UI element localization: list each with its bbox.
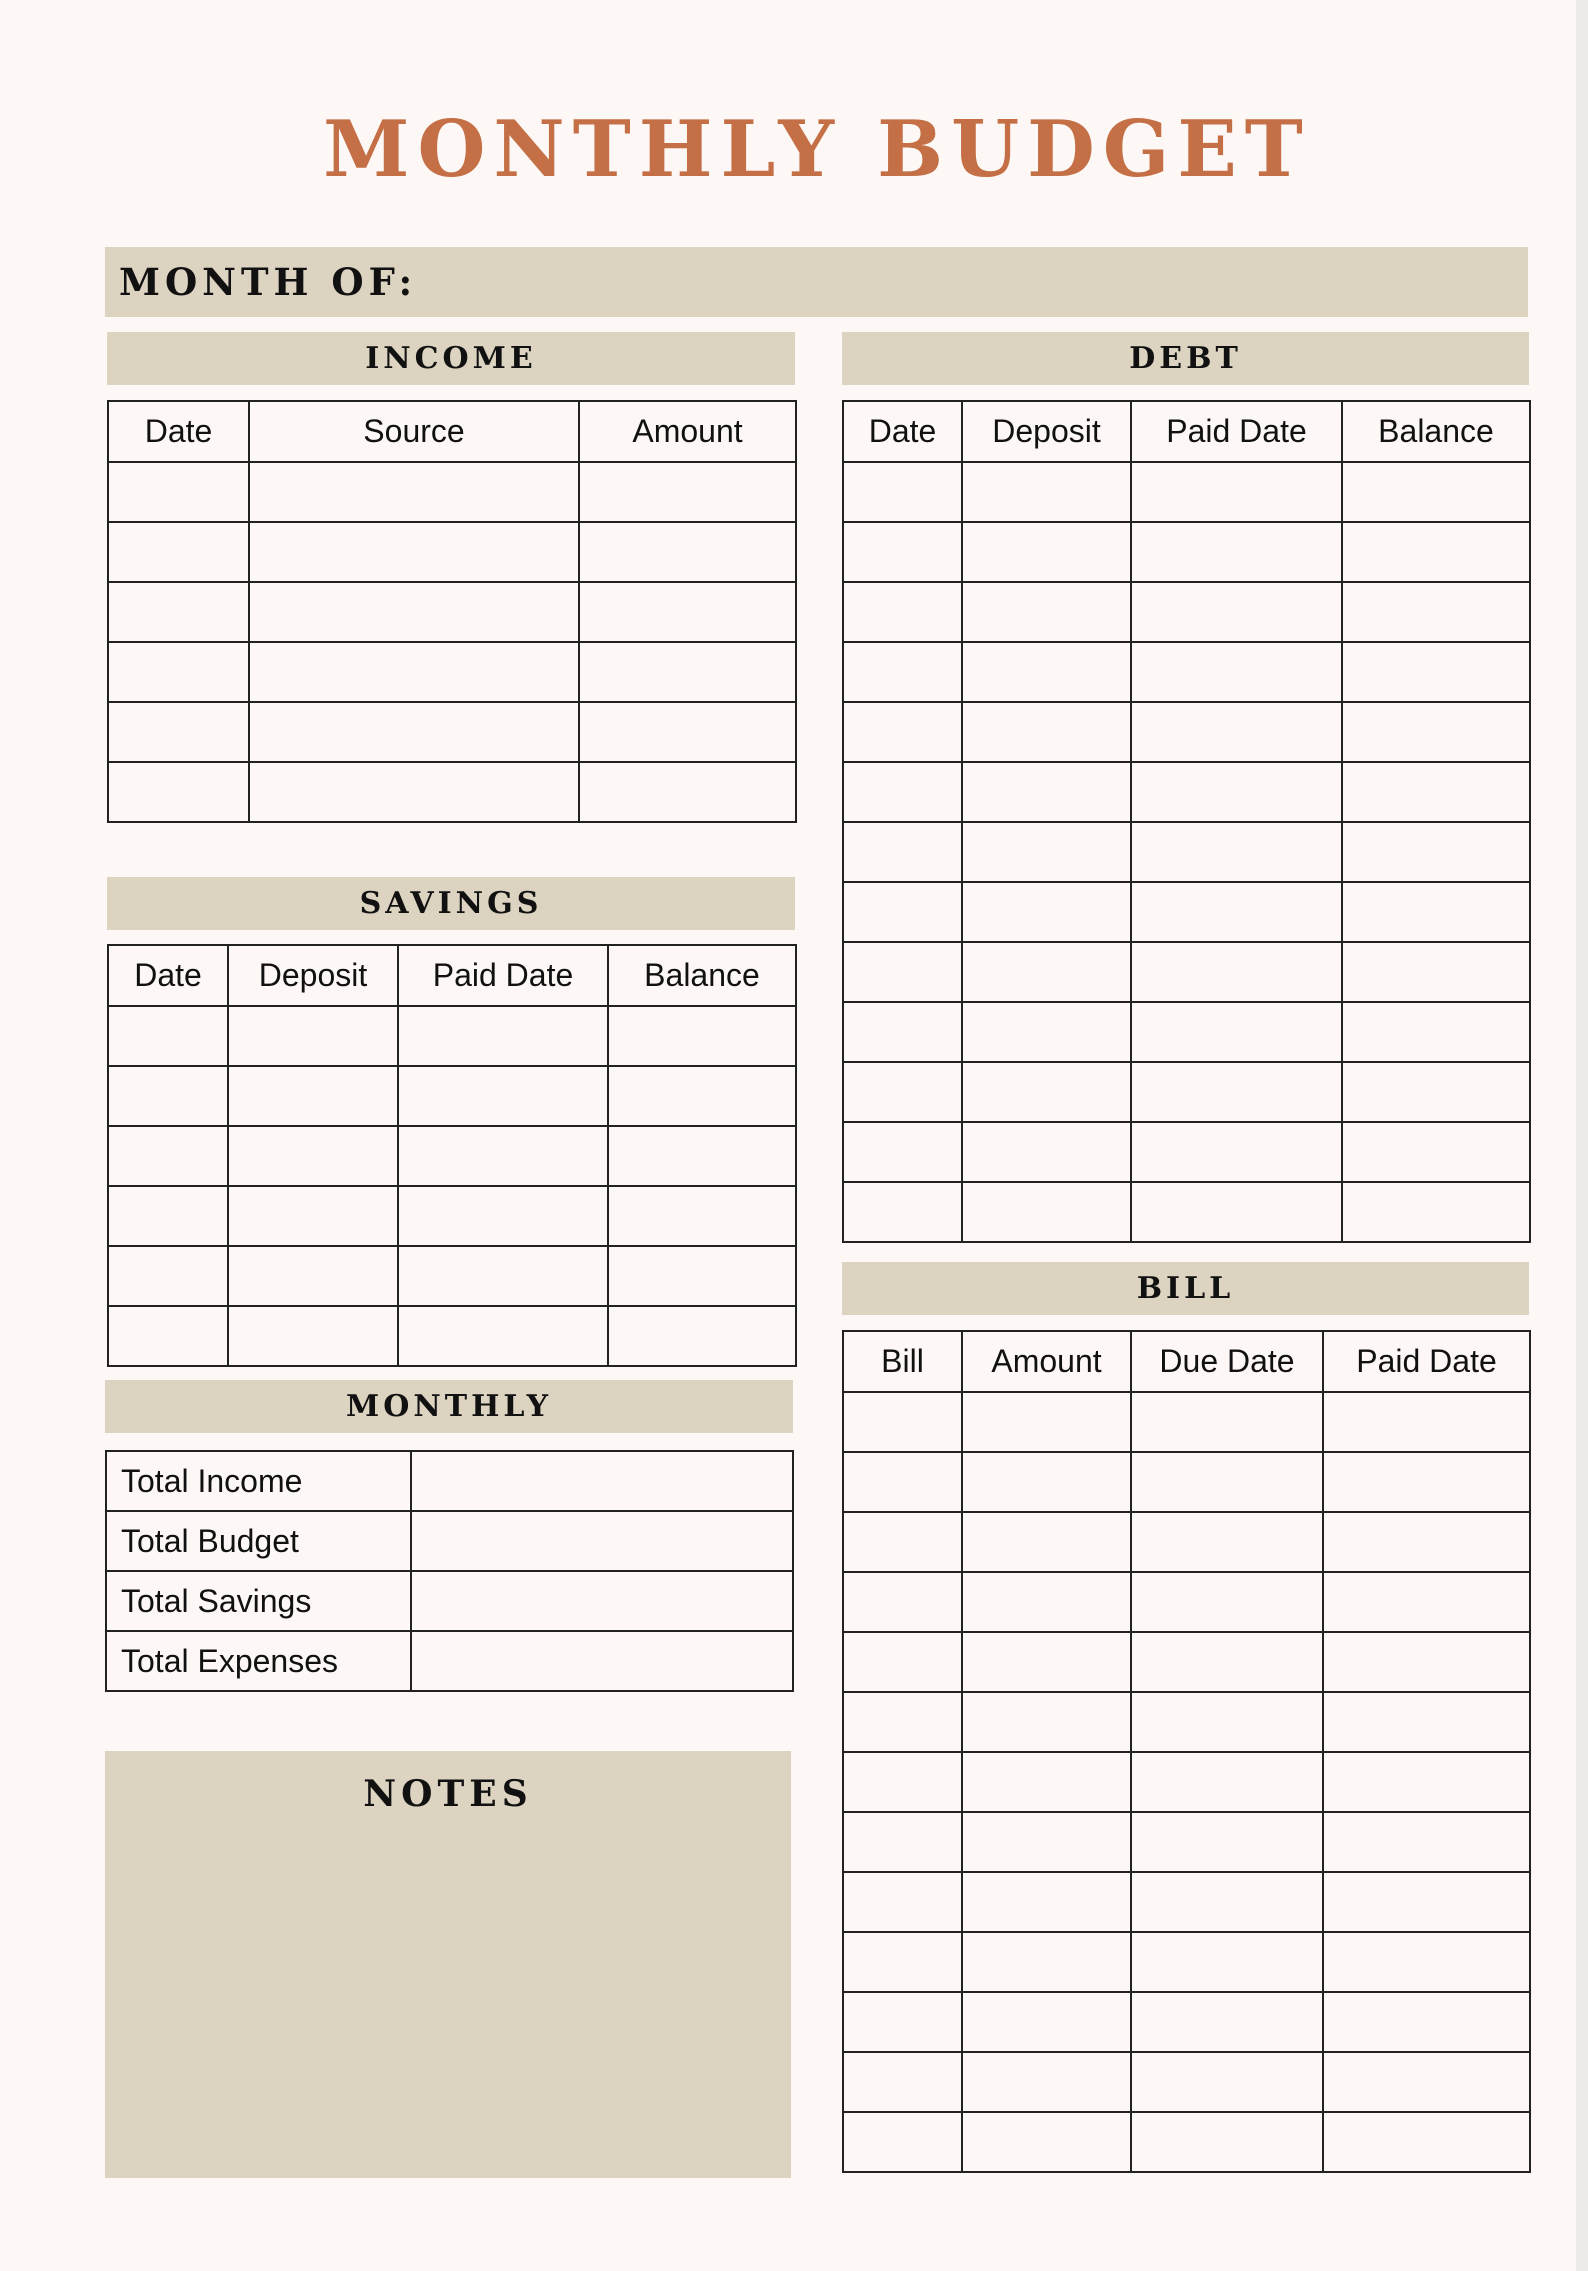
debt-table-row [843, 1122, 1530, 1182]
savings-header-date: Date [108, 945, 228, 1006]
bill-table-cell[interactable] [962, 1452, 1131, 1512]
income-table-cell[interactable] [108, 702, 249, 762]
income-heading: INCOME [107, 332, 795, 385]
debt-table-cell[interactable] [962, 522, 1131, 582]
debt-table-cell[interactable] [962, 822, 1131, 882]
bill-table-row [843, 1932, 1530, 1992]
income-table-cell[interactable] [579, 762, 796, 822]
total-savings-label: Total Savings [106, 1571, 411, 1631]
bill-table-cell[interactable] [843, 1632, 962, 1692]
total-savings-value[interactable] [411, 1571, 793, 1631]
total-budget-value[interactable] [411, 1511, 793, 1571]
savings-table-cell[interactable] [108, 1006, 228, 1066]
income-table-cell[interactable] [108, 462, 249, 522]
debt-table-cell[interactable] [962, 1002, 1131, 1062]
debt-table-cell[interactable] [1342, 582, 1530, 642]
debt-table-cell[interactable] [843, 1122, 962, 1182]
income-table-cell[interactable] [579, 702, 796, 762]
bill-table-cell[interactable] [843, 1812, 962, 1872]
savings-table-cell[interactable] [228, 1306, 398, 1366]
total-budget-label: Total Budget [106, 1511, 411, 1571]
savings-table-cell[interactable] [228, 1066, 398, 1126]
income-table-cell[interactable] [249, 462, 579, 522]
savings-table-cell[interactable] [608, 1126, 796, 1186]
debt-table-row [843, 1002, 1530, 1062]
debt-table-cell[interactable] [1131, 582, 1342, 642]
debt-header-paid-date: Paid Date [1131, 401, 1342, 462]
debt-table-row [843, 942, 1530, 1002]
debt-table-cell[interactable] [962, 582, 1131, 642]
bill-table-row [843, 1812, 1530, 1872]
bill-header-paid-date: Paid Date [1323, 1331, 1530, 1392]
debt-table-cell[interactable] [1342, 642, 1530, 702]
debt-table-cell[interactable] [1131, 1122, 1342, 1182]
bill-table-row [843, 2112, 1530, 2172]
debt-table-row [843, 882, 1530, 942]
bill-table-cell[interactable] [843, 1932, 962, 1992]
savings-table-cell[interactable] [398, 1246, 608, 1306]
bill-table-cell[interactable] [1323, 1932, 1530, 1992]
income-table-cell[interactable] [249, 522, 579, 582]
bill-table-row [843, 1452, 1530, 1512]
income-table-row [108, 582, 796, 642]
bill-table-cell[interactable] [962, 1752, 1131, 1812]
income-table-cell[interactable] [249, 762, 579, 822]
debt-table-cell[interactable] [1131, 762, 1342, 822]
debt-table-cell[interactable] [1131, 882, 1342, 942]
debt-table-cell[interactable] [843, 642, 962, 702]
debt-table-cell[interactable] [1131, 942, 1342, 1002]
bill-table-cell[interactable] [962, 2112, 1131, 2172]
income-table-row [108, 762, 796, 822]
savings-table-row [108, 1306, 796, 1366]
monthly-heading: MONTHLY [105, 1380, 793, 1433]
income-table-row [108, 642, 796, 702]
page-title: MONTHLY BUDGET [323, 104, 1311, 195]
bill-table-cell[interactable] [1323, 1392, 1530, 1452]
notes-box[interactable] [105, 1751, 791, 2178]
debt-table-cell[interactable] [1342, 1002, 1530, 1062]
bill-table-row [843, 1692, 1530, 1752]
savings-table-cell[interactable] [398, 1186, 608, 1246]
bill-table-cell[interactable] [1131, 2112, 1323, 2172]
savings-table-cell[interactable] [228, 1006, 398, 1066]
debt-table-cell[interactable] [1131, 1182, 1342, 1242]
savings-table-cell[interactable] [608, 1186, 796, 1246]
debt-table-cell[interactable] [1131, 822, 1342, 882]
bill-table-cell[interactable] [962, 1572, 1131, 1632]
debt-table-cell[interactable] [843, 822, 962, 882]
debt-table-cell[interactable] [843, 462, 962, 522]
notes-title: NOTES [363, 1773, 533, 1815]
savings-header-balance: Balance [608, 945, 796, 1006]
debt-table-cell[interactable] [1131, 1062, 1342, 1122]
savings-table-cell[interactable] [228, 1126, 398, 1186]
bill-table-cell[interactable] [1131, 1452, 1323, 1512]
bill-table-cell[interactable] [1323, 1632, 1530, 1692]
bill-table-row [843, 1392, 1530, 1452]
debt-heading: DEBT [842, 332, 1529, 385]
debt-table-row [843, 702, 1530, 762]
debt-table-cell[interactable] [1131, 522, 1342, 582]
debt-table-row [843, 582, 1530, 642]
bill-header-due-date: Due Date [1131, 1331, 1323, 1392]
savings-table-cell[interactable] [108, 1186, 228, 1246]
savings-table-cell[interactable] [398, 1006, 608, 1066]
income-table-cell[interactable] [249, 702, 579, 762]
bill-table-cell[interactable] [1131, 1692, 1323, 1752]
debt-table-row [843, 1062, 1530, 1122]
bill-table-cell[interactable] [843, 1452, 962, 1512]
debt-table-cell[interactable] [1131, 462, 1342, 522]
bill-table-cell[interactable] [843, 1692, 962, 1752]
debt-table-cell[interactable] [962, 462, 1131, 522]
debt-table-cell[interactable] [962, 762, 1131, 822]
bill-table-cell[interactable] [1323, 1452, 1530, 1512]
debt-table-cell[interactable] [1342, 1182, 1530, 1242]
debt-table-cell[interactable] [1342, 822, 1530, 882]
bill-table-cell[interactable] [962, 1392, 1131, 1452]
bill-table-cell[interactable] [962, 1872, 1131, 1932]
savings-table-cell[interactable] [608, 1006, 796, 1066]
debt-table-row [843, 1182, 1530, 1242]
savings-table-cell[interactable] [108, 1126, 228, 1186]
income-table-cell[interactable] [579, 522, 796, 582]
page-edge [1576, 0, 1588, 2271]
income-table-cell[interactable] [249, 582, 579, 642]
income-header-date: Date [108, 401, 249, 462]
total-expenses-label: Total Expenses [106, 1631, 411, 1691]
bill-table-cell[interactable] [843, 1872, 962, 1932]
bill-table-row [843, 1632, 1530, 1692]
debt-table-cell[interactable] [843, 1062, 962, 1122]
bill-table-cell[interactable] [1131, 1572, 1323, 1632]
bill-table-cell[interactable] [843, 2112, 962, 2172]
bill-table-cell[interactable] [1131, 1392, 1323, 1452]
savings-table-row [108, 1126, 796, 1186]
savings-header-deposit: Deposit [228, 945, 398, 1006]
bill-table-cell[interactable] [1323, 1512, 1530, 1572]
income-table-cell[interactable] [108, 522, 249, 582]
total-expenses-value[interactable] [411, 1631, 793, 1691]
debt-table-row [843, 522, 1530, 582]
debt-table-cell[interactable] [843, 702, 962, 762]
savings-table-cell[interactable] [228, 1246, 398, 1306]
debt-table-cell[interactable] [1342, 1122, 1530, 1182]
savings-header-paid-date: Paid Date [398, 945, 608, 1006]
savings-table-cell[interactable] [108, 1306, 228, 1366]
debt-header-deposit: Deposit [962, 401, 1131, 462]
bill-table-cell[interactable] [962, 1992, 1131, 2052]
income-table-cell[interactable] [108, 762, 249, 822]
debt-table-row [843, 822, 1530, 882]
savings-table-cell[interactable] [398, 1126, 608, 1186]
savings-table-cell[interactable] [608, 1306, 796, 1366]
bill-table [842, 1330, 1531, 2173]
income-table-row [108, 522, 796, 582]
savings-table-row [108, 1186, 796, 1246]
debt-table-cell[interactable] [843, 882, 962, 942]
bill-table-cell[interactable] [962, 2052, 1131, 2112]
debt-table-cell[interactable] [843, 582, 962, 642]
bill-table-cell[interactable] [1131, 2052, 1323, 2112]
bill-header-bill: Bill [843, 1331, 962, 1392]
debt-table-cell[interactable] [1342, 702, 1530, 762]
bill-header-amount: Amount [962, 1331, 1131, 1392]
debt-table-cell[interactable] [1342, 462, 1530, 522]
bill-table-row [843, 1572, 1530, 1632]
debt-table-cell[interactable] [962, 882, 1131, 942]
bill-table-cell[interactable] [1131, 1812, 1323, 1872]
debt-table-cell[interactable] [1131, 1002, 1342, 1062]
bill-heading: BILL [842, 1262, 1529, 1315]
debt-table-cell[interactable] [843, 942, 962, 1002]
income-table-cell[interactable] [108, 582, 249, 642]
debt-table-cell[interactable] [843, 1002, 962, 1062]
total-income-value[interactable] [411, 1451, 793, 1511]
debt-table-cell[interactable] [843, 522, 962, 582]
bill-table-cell[interactable] [1131, 1932, 1323, 1992]
bill-table-cell[interactable] [962, 1812, 1131, 1872]
debt-table-cell[interactable] [1131, 642, 1342, 702]
bill-table-cell[interactable] [843, 2052, 962, 2112]
bill-table-row [843, 1872, 1530, 1932]
bill-table-row [843, 1752, 1530, 1812]
debt-table-cell[interactable] [1342, 942, 1530, 1002]
debt-table-cell[interactable] [1131, 702, 1342, 762]
debt-table-cell[interactable] [962, 1122, 1131, 1182]
bill-table-cell[interactable] [962, 1932, 1131, 1992]
income-table-cell[interactable] [579, 582, 796, 642]
debt-table-row [843, 762, 1530, 822]
income-table-row [108, 462, 796, 522]
debt-table-cell[interactable] [962, 1182, 1131, 1242]
savings-table-cell[interactable] [608, 1246, 796, 1306]
savings-table-cell[interactable] [398, 1306, 608, 1366]
bill-table-row [843, 2052, 1530, 2112]
debt-table-row [843, 462, 1530, 522]
bill-table-cell[interactable] [843, 1992, 962, 2052]
savings-table-cell[interactable] [108, 1066, 228, 1126]
savings-table-row [108, 1006, 796, 1066]
debt-table-cell[interactable] [962, 942, 1131, 1002]
savings-table-cell[interactable] [228, 1186, 398, 1246]
income-header-source: Source [249, 401, 579, 462]
bill-table-cell[interactable] [1131, 1512, 1323, 1572]
bill-table-cell[interactable] [843, 1512, 962, 1572]
debt-table-cell[interactable] [1342, 882, 1530, 942]
debt-table-cell[interactable] [962, 702, 1131, 762]
debt-table-row [843, 642, 1530, 702]
income-table-cell[interactable] [579, 462, 796, 522]
income-table-cell[interactable] [249, 642, 579, 702]
bill-table-row [843, 1512, 1530, 1572]
savings-heading: SAVINGS [107, 877, 795, 930]
bill-table-cell[interactable] [843, 1752, 962, 1812]
bill-table-cell[interactable] [962, 1512, 1131, 1572]
bill-table-cell[interactable] [1323, 1872, 1530, 1932]
debt-table-cell[interactable] [962, 642, 1131, 702]
bill-table-cell[interactable] [843, 1392, 962, 1452]
debt-table-cell[interactable] [962, 1062, 1131, 1122]
debt-header-balance: Balance [1342, 401, 1530, 462]
debt-table-cell[interactable] [1342, 522, 1530, 582]
monthly-summary-table [105, 1450, 794, 1692]
debt-table [842, 400, 1531, 1243]
bill-table-cell[interactable] [843, 1572, 962, 1632]
bill-table-cell[interactable] [1131, 1752, 1323, 1812]
bill-table-cell[interactable] [1131, 1872, 1323, 1932]
bill-table-row [843, 1992, 1530, 2052]
bill-table-cell[interactable] [1323, 1752, 1530, 1812]
savings-table-cell[interactable] [108, 1246, 228, 1306]
bill-table-cell[interactable] [1323, 1812, 1530, 1872]
savings-table-row [108, 1246, 796, 1306]
savings-table-cell[interactable] [398, 1066, 608, 1126]
month-of-field[interactable]: MONTH OF: [105, 247, 1528, 317]
income-table-cell[interactable] [579, 642, 796, 702]
income-table-cell[interactable] [108, 642, 249, 702]
bill-table-cell[interactable] [1131, 1632, 1323, 1692]
savings-table-row [108, 1066, 796, 1126]
bill-table-cell[interactable] [1323, 2052, 1530, 2112]
debt-table-cell[interactable] [1342, 762, 1530, 822]
bill-table-cell[interactable] [1323, 2112, 1530, 2172]
debt-table-cell[interactable] [843, 1182, 962, 1242]
debt-header-date: Date [843, 401, 962, 462]
bill-table-cell[interactable] [1131, 1992, 1323, 2052]
income-table-row [108, 702, 796, 762]
bill-table-cell[interactable] [962, 1692, 1131, 1752]
bill-table-cell[interactable] [1323, 1572, 1530, 1632]
income-table [107, 400, 797, 823]
bill-table-cell[interactable] [962, 1632, 1131, 1692]
savings-table-cell[interactable] [608, 1066, 796, 1126]
bill-table-cell[interactable] [1323, 1692, 1530, 1752]
bill-table-cell[interactable] [1323, 1992, 1530, 2052]
debt-table-cell[interactable] [843, 762, 962, 822]
total-income-label: Total Income [106, 1451, 411, 1511]
debt-table-cell[interactable] [1342, 1062, 1530, 1122]
income-header-amount: Amount [579, 401, 796, 462]
savings-table [107, 944, 797, 1367]
